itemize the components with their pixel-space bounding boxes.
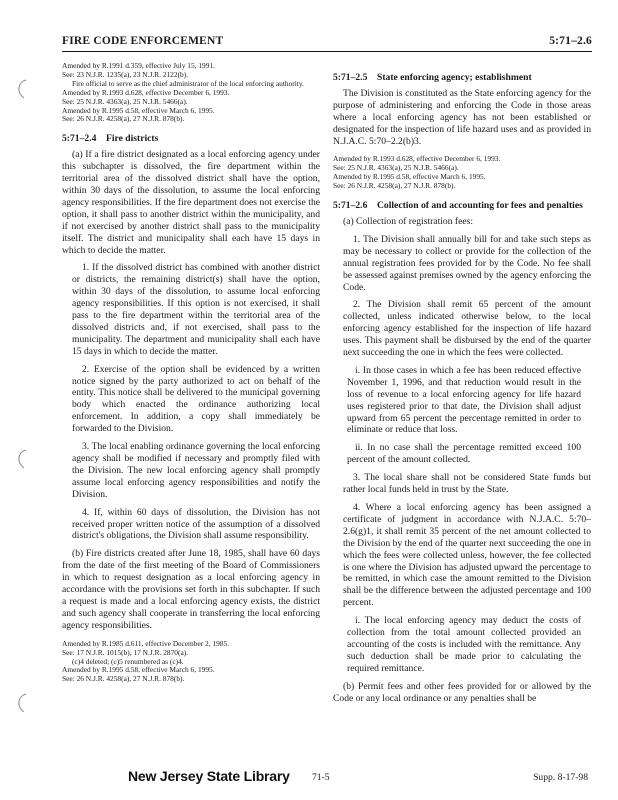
history-note: Amended by R.1995 d.58, effective March 6, 1995.	[333, 172, 486, 182]
list-item-2: 2. The Division shall remit 65 percent of the amount collected, unless indicated otherwise below, to the local enforcing agency established for the inspection of life hazard uses. This payment shall be disbursed by the end of the quarter next succeeding the one in which the fees were collected.	[343, 299, 591, 359]
page-footer	[0, 766, 618, 790]
section-heading-2-6	[333, 200, 591, 212]
list-item-4: 4. Where a local enforcing agency has been assigned a certificate of judgment in accordance with N.J.A.C. 5:70–2.6(g)1, it shall remit 35 percent of the net amount collected to the Division by the end of the quarter next succeeding the one in which the fees were collected unless, however, the fee collected is one where the Division has adjusted upward the percentage to be remitted, in which case the amount remitted to the Division shall be the difference between the adjusted percentage and 100 percent.	[343, 502, 591, 609]
left-column	[62, 62, 320, 684]
history-note: See: 26 N.J.R. 4258(a), 27 N.J.R. 878(b).	[62, 674, 185, 684]
paragraph-a: (a) If a fire district designated as a local enforcing agency under this subchapter is dissolved, the fire department within the territorial area of the dissolved district shall have the option, within 30 days of the dissolution, to assume the local enforcing agency responsibilities. If the fire department does not exercise the option, it shall pass to another district within the municipality, and if not exercised by another district shall pass to the municipality itself. The district and municipality shall each have 15 days in which to decide the matter.	[62, 149, 320, 256]
running-head-section: 5:71–2.6	[549, 35, 592, 47]
section-heading-2-4	[62, 133, 320, 145]
list-item-3: 3. The local share shall not be considered State funds but rather local funds held in trust by the State.	[343, 472, 591, 496]
section-title: State enforcing agency; establishment	[377, 72, 532, 83]
history-note: Amended by R.1985 d.611, effective December 2, 1985.	[62, 638, 230, 648]
margin-mark-middle	[12, 448, 32, 470]
history-note: See: 26 N.J.R. 4258(a), 27 N.J.R. 878(b).	[62, 114, 185, 124]
running-head-title: FIRE CODE ENFORCEMENT	[62, 35, 224, 47]
section-title: Fire districts	[106, 133, 159, 145]
history-note: See: 25 N.J.R. 4363(a), 25 N.J.R. 5466(a).	[62, 96, 188, 106]
history-note: Amended by R.1995 d.58, effective March 6, 1995.	[62, 105, 215, 115]
history-note: Amended by R.1993 d.628, effective December 6, 1993.	[333, 154, 501, 164]
list-item-3: 3. The local enabling ordinance governing the local enforcing agency shall be modified if necessary and promptly filed with the Division. The new local enforcing agency shall promptly assume local enforcing agency responsibilities and notify the Division.	[72, 441, 320, 500]
paragraph-b: (b) Permit fees and other fees provided for or allowed by the Code or any local ordinance or any penalties shall be	[333, 680, 591, 704]
section-title: Collection of and accounting for fees and penalties	[377, 200, 583, 212]
history-note: Amended by R.1993 d.628, effective December 6, 1993.	[62, 87, 230, 97]
header-rule	[62, 51, 592, 52]
list-item-1: 1. If the dissolved district has combined with another district or districts, the remaining district(s) shall have the option, within 30 days of the dissolution, to assume local enforcing agency responsibilities. If this option is not exercised, it shall pass to the fire department within the territorial area of the dissolved districts and, if not exercised, shall pass to the municipality. The department and municipality shall each have 15 days in which to decide the matter.	[72, 262, 320, 357]
section-number: 5:71–2.5	[333, 72, 368, 83]
paragraph-b: (b) Fire districts created after June 18, 1985, shall have 60 days from the date of the first meeting of the Board of Commissioners in which to request designation as a local enforcing agency in accordance with the provisions set forth in this subchapter. If such a request is made and a local enforcing agency exists, the district and such agency shall cooperate in transferring the local enforcing agency responsibilities.	[62, 548, 320, 631]
history-notes-mid	[333, 155, 591, 191]
section-heading-2-5	[333, 72, 591, 84]
history-note: See: 23 N.J.R. 1235(a), 23 N.J.R. 2122(b).	[62, 69, 189, 79]
section-number: 5:71–2.4	[62, 133, 97, 145]
history-note: See: 25 N.J.R. 4363(a), 25 N.J.R. 5466(a).	[333, 163, 459, 173]
section-number: 5:71–2.6	[333, 200, 368, 212]
list-subitem-i: i. In those cases in which a fee has been reduced effective November 1, 1996, and that reduction would result in the loss of revenue to a local enforcing agency for life hazard uses registered prior to that date, the Division shall adjust upward from 65 percent the percentage remitted in order to eliminate or reduce that loss.	[347, 364, 581, 436]
right-column	[333, 62, 591, 711]
list-item-1: 1. The Division shall annually bill for and take such steps as may be necessary to collect or provide for the collection of the annual registration fees provided for by the Code. No fee shall be assessed against premises owned by the agency enforcing the Code.	[343, 233, 591, 293]
list-subitem-ii: ii. In no case shall the percentage remitted exceed 100 percent of the amount collected.	[347, 442, 581, 466]
history-notes-top	[62, 62, 320, 124]
history-note: Fire official to serve as the chief administrator of the local enforcing authority.	[72, 78, 304, 88]
margin-mark-bottom	[12, 692, 32, 714]
history-note: Amended by R.1995 d.58, effective March 6, 1995.	[62, 665, 215, 675]
supplement-date: Supp. 8-17-98	[533, 772, 588, 783]
page-number: 71-5	[312, 772, 330, 783]
paragraph: The Division is constituted as the State enforcing agency for the purpose of administering and enforcing the Code in those areas where a local enforcing agency has not been established or designated for the inspection of life hazard uses and as provided in N.J.A.C. 5:70–2.2(b)3.	[333, 87, 591, 147]
history-notes-bottom	[62, 640, 320, 685]
history-note: See: 26 N.J.R. 4258(a), 27 N.J.R. 878(b).	[333, 181, 456, 191]
library-stamp: New Jersey State Library	[128, 768, 290, 784]
list-subitem-i: i. The local enforcing agency may deduct the costs of collection from the total amount collected provided an accounting of the costs is included with the remittance. Any such deduction shall be made prior to calculating the required remittance.	[347, 615, 581, 674]
margin-mark-top	[12, 78, 32, 100]
list-item-2: 2. Exercise of the option shall be evidenced by a written notice signed by the party authorized to act on behalf of the entity. This notice shall be delivered to the municipal governing body which enacted the ordinance authorizing local enforcement. In addition, a copy shall immediately be forwarded to the Division.	[72, 363, 320, 435]
list-item-4: 4. If, within 60 days of dissolution, the Division has not received proper written notice of the assumption of a dissolved district's obligations, the Division shall assume responsibility.	[72, 506, 320, 542]
history-note: Amended by R.1991 d.359, effective July 15, 1991.	[62, 61, 215, 70]
history-note: (c)4 deleted; (c)5 renumbered as (c)4.	[72, 656, 184, 666]
history-note: See: 17 N.J.R. 1015(b), 17 N.J.R. 2870(a).	[62, 647, 189, 657]
paragraph-a: (a) Collection of registration fees:	[343, 215, 474, 227]
